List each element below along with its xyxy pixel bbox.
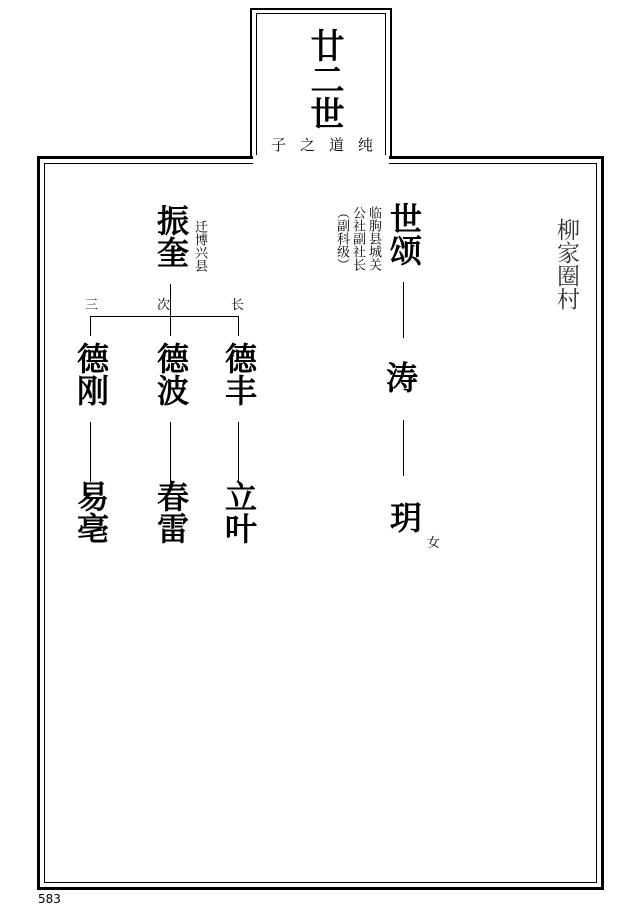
order-de-gang: 三	[85, 298, 99, 313]
person-li-ye: 立叶	[220, 480, 258, 544]
order-de-feng: 长	[231, 298, 245, 313]
note-shi-song-3: （副科级）	[334, 206, 349, 271]
note-shi-song-1: 临朐县城关	[366, 206, 381, 271]
line-tao-yue	[403, 420, 404, 476]
line-de-feng-li-ye	[238, 422, 239, 482]
person-yue: 玥	[390, 499, 423, 537]
line-shi-song-tao	[403, 282, 404, 338]
note-zhen-kui: 迁博兴县	[192, 220, 207, 272]
page-frame-inner	[44, 163, 597, 883]
generation-title: 廿二世	[304, 28, 344, 130]
sibling-bar	[90, 316, 238, 317]
person-zhen-kui: 振奎	[152, 204, 190, 268]
person-de-bo: 德波	[152, 342, 190, 406]
generation-subtitle: 子之道纯	[271, 136, 388, 154]
person-shi-song: 世颂	[385, 202, 423, 266]
frame-gap	[253, 155, 389, 164]
person-chun-lei: 春雷	[152, 480, 190, 544]
line-to-de-bo	[170, 316, 171, 336]
line-to-de-gang	[90, 316, 91, 336]
person-de-gang: 德刚	[72, 342, 110, 406]
page-number: 583	[38, 892, 61, 906]
person-yi-hao: 易亳	[72, 480, 110, 544]
line-de-bo-chun-lei	[170, 422, 171, 482]
female-marker: 女	[427, 536, 441, 551]
generation-tab	[256, 13, 386, 158]
line-de-gang-yi-hao	[90, 422, 91, 482]
line-zhen-kui-down	[170, 284, 171, 316]
person-tao: 涛	[386, 359, 419, 397]
note-shi-song-2: 公社副社长	[350, 206, 365, 271]
person-de-feng: 德丰	[220, 342, 258, 406]
order-de-bo: 次	[157, 298, 171, 313]
village-name: 柳家圈村	[553, 218, 579, 310]
line-to-de-feng	[238, 316, 239, 336]
